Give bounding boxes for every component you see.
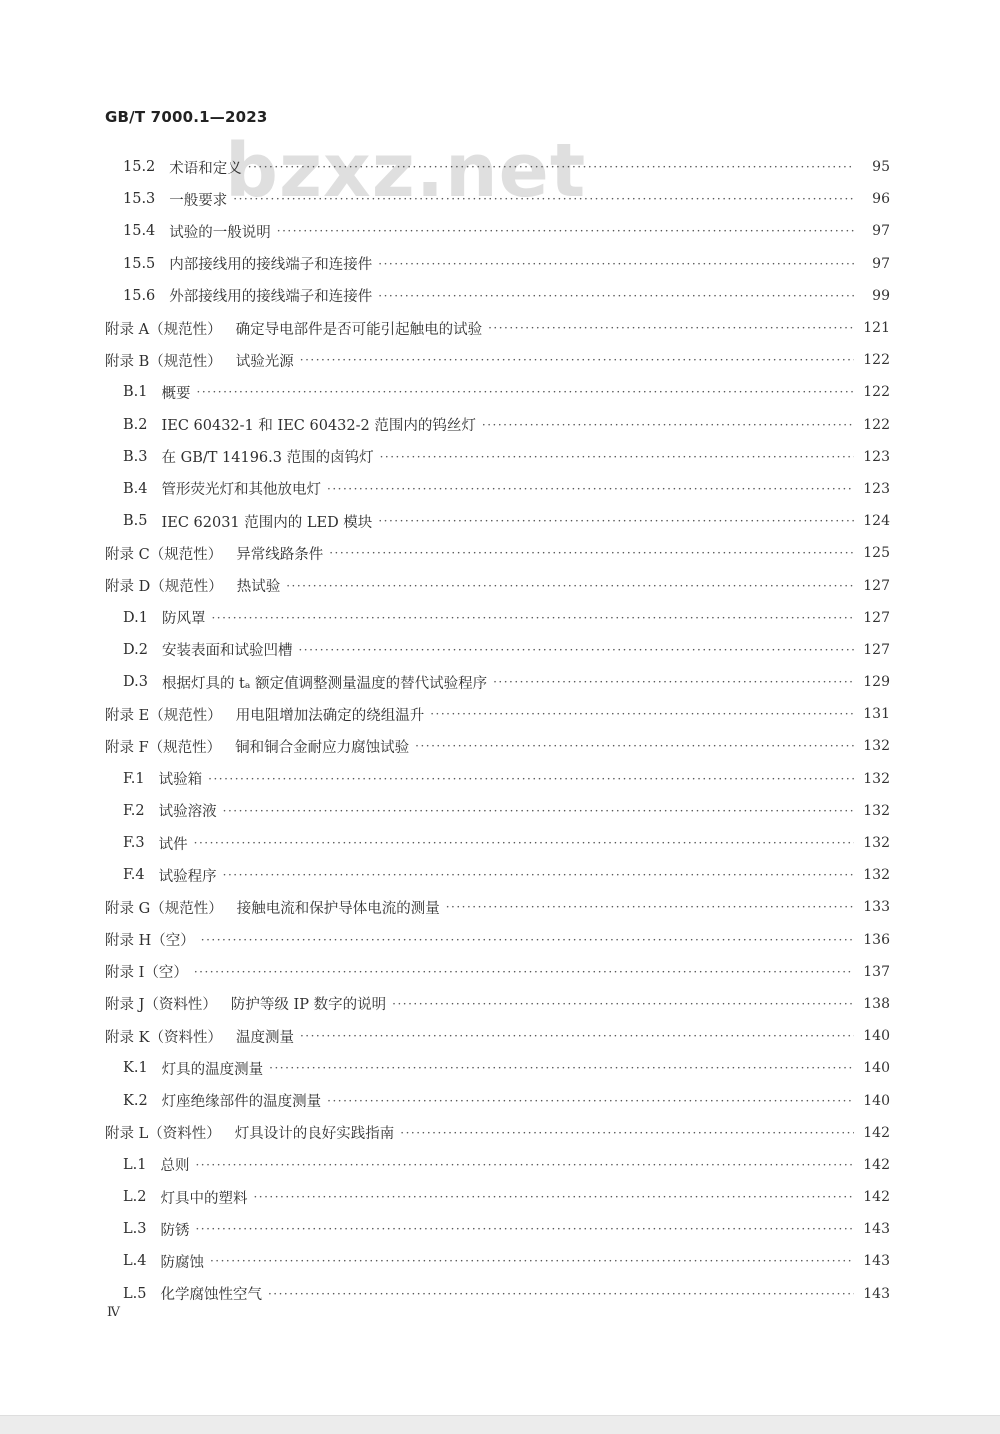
toc-entry-page: 97 xyxy=(872,255,890,272)
toc-entry-number: 15.4 xyxy=(123,223,156,240)
toc-entry-title: 概要 xyxy=(161,385,191,402)
toc-entry-number: 15.2 xyxy=(123,159,156,176)
toc-dot-leader xyxy=(194,964,854,980)
toc-entry-number: F.3 xyxy=(123,835,145,852)
toc-entry-title: 用电阻增加法确定的绕组温升 xyxy=(235,707,425,724)
toc-dot-leader xyxy=(277,223,854,239)
toc-entry-number: L.2 xyxy=(123,1189,147,1206)
toc-entry-title: 铜和铜合金耐应力腐蚀试验 xyxy=(235,739,410,756)
toc-entry-page: 127 xyxy=(863,641,890,658)
toc-entry-number: 附录 G（规范性） xyxy=(105,900,223,917)
toc-entry-number: 附录 H（空） xyxy=(105,933,195,950)
toc-entry-title: 防护等级 IP 数字的说明 xyxy=(230,997,387,1014)
page-number-footer: Ⅳ xyxy=(107,1305,120,1320)
toc-entry-title: 在 GB/T 14196.3 范围的卤钨灯 xyxy=(161,450,374,467)
toc-entry-page: 123 xyxy=(863,448,890,465)
toc-entry-page: 142 xyxy=(863,1156,890,1173)
toc-dot-leader xyxy=(201,932,854,948)
toc-entry[interactable] xyxy=(105,1245,890,1277)
toc-entry-title: IEC 62031 范围内的 LED 模块 xyxy=(161,514,373,531)
toc-entry[interactable] xyxy=(105,183,890,215)
toc-entry-number: 附录 L（资料性） xyxy=(105,1126,221,1143)
toc-entry-title: 热试验 xyxy=(236,579,281,596)
document-id-header: GB/T 7000.1—2023 xyxy=(105,108,268,126)
toc-entry-number: L.4 xyxy=(123,1253,147,1270)
toc-entry-title: 确定导电部件是否可能引起触电的试验 xyxy=(235,321,483,338)
toc-entry-page: 142 xyxy=(863,1124,890,1141)
toc-dot-leader xyxy=(327,1093,854,1109)
toc-dot-leader xyxy=(329,545,854,561)
toc-entry[interactable] xyxy=(105,924,890,956)
toc-entry-title: 防风罩 xyxy=(161,611,206,628)
toc-entry[interactable] xyxy=(105,730,890,762)
toc-entry[interactable] xyxy=(105,344,890,376)
toc-dot-leader xyxy=(233,191,854,207)
toc-entry-number: 附录 C（规范性） xyxy=(105,546,223,563)
toc-entry-number: K.2 xyxy=(123,1092,148,1109)
toc-dot-leader xyxy=(488,320,854,336)
toc-entry-page: 127 xyxy=(863,577,890,594)
toc-entry-title: 根据灯具的 tₐ 额定值调整测量温度的替代试验程序 xyxy=(161,675,488,692)
toc-entry[interactable] xyxy=(105,248,890,280)
toc-entry-number: L.1 xyxy=(123,1156,147,1173)
toc-entry-title: 安装表面和试验凹槽 xyxy=(161,643,293,660)
toc-dot-leader xyxy=(268,1286,854,1302)
toc-entry[interactable] xyxy=(105,409,890,441)
toc-entry[interactable] xyxy=(105,956,890,988)
toc-entry-title: 内部接线用的接线端子和连接件 xyxy=(169,257,373,274)
toc-entry[interactable] xyxy=(105,473,890,505)
toc-entry-page: 132 xyxy=(863,770,890,787)
toc-dot-leader xyxy=(392,996,854,1012)
toc-entry-number: 附录 I（空） xyxy=(105,965,188,982)
toc-entry-page: 121 xyxy=(863,320,890,337)
table-of-contents xyxy=(105,151,890,1310)
toc-entry[interactable] xyxy=(105,1213,890,1245)
toc-dot-leader xyxy=(208,771,854,787)
toc-entry-number: B.2 xyxy=(123,416,148,433)
toc-entry-number: L.5 xyxy=(123,1285,147,1302)
toc-entry-title: 试验箱 xyxy=(158,772,203,789)
toc-entry-page: 129 xyxy=(863,674,890,691)
toc-entry[interactable] xyxy=(105,859,890,891)
toc-entry-title: 防锈 xyxy=(160,1222,190,1239)
toc-dot-leader xyxy=(415,738,854,754)
toc-entry[interactable] xyxy=(105,666,890,698)
toc-entry-page: 143 xyxy=(863,1253,890,1270)
toc-entry-title: 化学腐蚀性空气 xyxy=(160,1287,262,1304)
toc-entry-title: 灯座绝缘部件的温度测量 xyxy=(161,1094,322,1111)
toc-entry[interactable] xyxy=(105,827,890,859)
toc-entry-page: 132 xyxy=(863,738,890,755)
toc-entry[interactable] xyxy=(105,1117,890,1149)
toc-entry-title: 试验的一般说明 xyxy=(169,224,271,241)
toc-dot-leader xyxy=(378,256,854,272)
toc-entry-number: 附录 J（资料性） xyxy=(105,997,217,1014)
toc-entry-page: 142 xyxy=(863,1189,890,1206)
toc-entry-page: 136 xyxy=(863,931,890,948)
toc-entry-number: 15.6 xyxy=(123,287,156,304)
toc-dot-leader xyxy=(197,384,855,400)
toc-entry-page: 143 xyxy=(863,1221,890,1238)
toc-entry-title: 试验溶液 xyxy=(158,804,217,821)
toc-entry[interactable] xyxy=(105,1278,890,1310)
toc-dot-leader xyxy=(210,1253,854,1269)
toc-entry-page: 97 xyxy=(872,223,890,240)
toc-dot-leader xyxy=(248,159,854,175)
toc-dot-leader xyxy=(493,674,854,690)
toc-entry-number: 15.3 xyxy=(123,191,156,208)
toc-dot-leader xyxy=(378,513,854,529)
toc-entry[interactable] xyxy=(105,1020,890,1052)
toc-entry[interactable] xyxy=(105,1149,890,1181)
toc-dot-leader xyxy=(223,867,854,883)
toc-dot-leader xyxy=(400,1125,854,1141)
toc-entry-page: 95 xyxy=(872,159,890,176)
toc-entry[interactable] xyxy=(105,634,890,666)
toc-entry-number: B.3 xyxy=(123,448,148,465)
toc-entry-number: 附录 K（资料性） xyxy=(105,1029,222,1046)
toc-entry-number: 附录 B（规范性） xyxy=(105,353,222,370)
toc-entry[interactable] xyxy=(105,569,890,601)
toc-entry-page: 99 xyxy=(872,287,890,304)
toc-entry-page: 132 xyxy=(863,802,890,819)
toc-dot-leader xyxy=(195,1157,854,1173)
toc-entry-title: 试验程序 xyxy=(158,868,217,885)
toc-entry-title: 外部接线用的接线端子和连接件 xyxy=(169,289,373,306)
toc-entry-number: K.1 xyxy=(123,1060,148,1077)
toc-dot-leader xyxy=(194,835,854,851)
toc-entry-title: 总则 xyxy=(160,1158,190,1175)
toc-dot-leader xyxy=(298,642,854,658)
toc-entry-page: 137 xyxy=(863,963,890,980)
toc-entry-page: 138 xyxy=(863,995,890,1012)
toc-entry-title: 接触电流和保护导体电流的测量 xyxy=(236,900,440,917)
toc-dot-leader xyxy=(195,1221,854,1237)
toc-entry-title: 一般要求 xyxy=(169,192,228,209)
toc-entry[interactable] xyxy=(105,763,890,795)
toc-entry-title: 试验光源 xyxy=(235,353,294,370)
toc-entry-title: 术语和定义 xyxy=(169,160,242,177)
toc-dot-leader xyxy=(223,803,854,819)
toc-dot-leader xyxy=(482,417,854,433)
toc-dot-leader xyxy=(300,1028,854,1044)
viewer-bottom-bar xyxy=(0,1415,1000,1434)
toc-entry[interactable] xyxy=(105,151,890,183)
toc-entry[interactable] xyxy=(105,988,890,1020)
toc-dot-leader xyxy=(327,481,854,497)
toc-entry-number: 15.5 xyxy=(123,255,156,272)
toc-entry-page: 131 xyxy=(863,706,890,723)
toc-dot-leader xyxy=(378,288,854,304)
toc-entry-page: 143 xyxy=(863,1285,890,1302)
toc-entry-number: 附录 D（规范性） xyxy=(105,579,223,596)
toc-entry[interactable] xyxy=(105,891,890,923)
toc-entry-page: 140 xyxy=(863,1092,890,1109)
toc-entry-title: 灯具中的塑料 xyxy=(160,1190,248,1207)
toc-dot-leader xyxy=(430,706,854,722)
toc-entry[interactable] xyxy=(105,376,890,408)
toc-entry-number: 附录 F（规范性） xyxy=(105,739,222,756)
toc-entry[interactable] xyxy=(105,537,890,569)
toc-entry-number: F.4 xyxy=(123,867,145,884)
toc-entry-number: L.3 xyxy=(123,1221,147,1238)
toc-entry-page: 122 xyxy=(863,352,890,369)
toc-entry-page: 124 xyxy=(863,513,890,530)
toc-dot-leader xyxy=(253,1189,854,1205)
toc-dot-leader xyxy=(211,610,854,626)
toc-entry[interactable] xyxy=(105,505,890,537)
toc-entry-page: 133 xyxy=(863,899,890,916)
toc-entry-number: 附录 A（规范性） xyxy=(105,321,222,338)
toc-entry-title: 异常线路条件 xyxy=(236,546,324,563)
toc-entry-page: 140 xyxy=(863,1028,890,1045)
toc-entry-number: 附录 E（规范性） xyxy=(105,707,222,724)
toc-entry-page: 132 xyxy=(863,867,890,884)
toc-entry-page: 122 xyxy=(863,416,890,433)
toc-entry-title: 试件 xyxy=(158,836,188,853)
toc-entry-page: 122 xyxy=(863,384,890,401)
toc-entry-number: D.2 xyxy=(123,641,148,658)
toc-entry[interactable] xyxy=(105,795,890,827)
toc-entry-page: 132 xyxy=(863,835,890,852)
toc-entry[interactable] xyxy=(105,280,890,312)
toc-entry[interactable] xyxy=(105,698,890,730)
toc-entry-page: 127 xyxy=(863,609,890,626)
toc-dot-leader xyxy=(269,1060,854,1076)
toc-entry-number: F.2 xyxy=(123,802,145,819)
toc-entry[interactable] xyxy=(105,602,890,634)
toc-entry-number: B.5 xyxy=(123,513,148,530)
toc-entry-page: 125 xyxy=(863,545,890,562)
toc-entry-title: 防腐蚀 xyxy=(160,1254,204,1271)
toc-entry-page: 140 xyxy=(863,1060,890,1077)
toc-entry[interactable] xyxy=(105,1084,890,1116)
toc-entry-title: 温度测量 xyxy=(235,1029,294,1046)
toc-dot-leader xyxy=(286,578,854,594)
toc-entry-number: D.1 xyxy=(123,609,148,626)
toc-entry-number: B.1 xyxy=(123,384,148,401)
toc-entry-title: IEC 60432-1 和 IEC 60432-2 范围内的钨丝灯 xyxy=(161,418,476,435)
toc-entry-title: 灯具设计的良好实践指南 xyxy=(234,1126,395,1143)
toc-entry-page: 123 xyxy=(863,480,890,497)
toc-dot-leader xyxy=(300,352,854,368)
watermark-text: bzxz.net xyxy=(225,128,587,214)
toc-entry-number: B.4 xyxy=(123,480,148,497)
toc-entry[interactable] xyxy=(105,441,890,473)
toc-entry[interactable] xyxy=(105,215,890,247)
toc-entry-page: 96 xyxy=(872,191,890,208)
toc-entry-title: 管形荧光灯和其他放电灯 xyxy=(161,482,321,499)
toc-entry[interactable] xyxy=(105,312,890,344)
toc-entry-number: D.3 xyxy=(123,674,148,691)
toc-entry[interactable] xyxy=(105,1181,890,1213)
toc-entry-number: F.1 xyxy=(123,770,145,787)
toc-entry-title: 灯具的温度测量 xyxy=(161,1061,264,1078)
toc-dot-leader xyxy=(380,449,854,465)
toc-entry[interactable] xyxy=(105,1052,890,1084)
toc-dot-leader xyxy=(446,899,854,915)
